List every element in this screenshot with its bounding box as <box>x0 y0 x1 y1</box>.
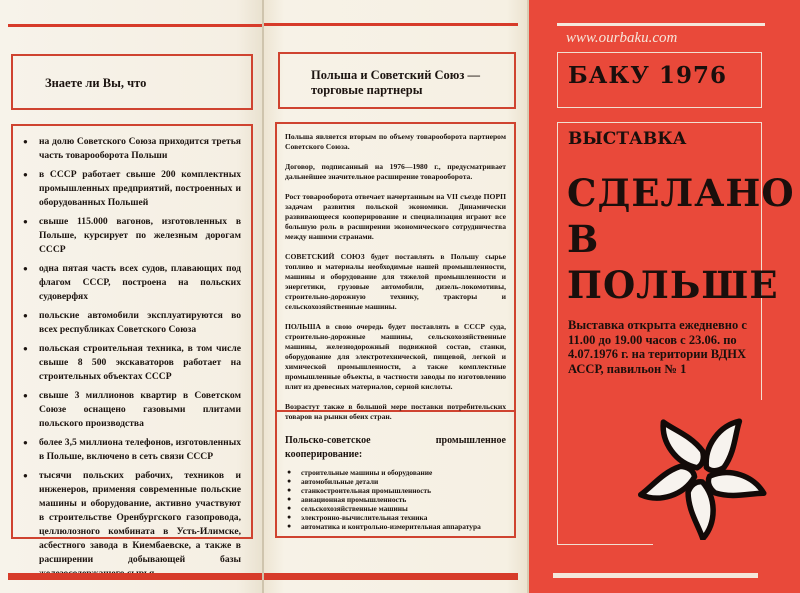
left-heading: Знаете ли Вы, что <box>45 76 147 90</box>
cooperation-item: ● станкостроительная промышленность <box>285 486 506 495</box>
headline-line: СДЕЛАНО <box>567 171 795 215</box>
middle-heading: Польша и Советский Союз — торговые партнеры <box>311 68 481 97</box>
cooperation-item: ● строительные машины и оборудование <box>285 468 506 477</box>
cooperation-item: ● автоматика и контрольно-измерительная аппаратура <box>285 522 506 531</box>
bottom-red-rule <box>8 573 263 580</box>
pinwheel-blade <box>653 422 710 469</box>
cover-kicker: ВЫСТАВКА <box>568 129 687 149</box>
bottom-red-rule <box>263 573 518 580</box>
cooperation-item: ● сельскохозяйственные машины <box>285 504 506 513</box>
cover-bottom-rule <box>553 573 758 578</box>
cooperation-box <box>275 410 516 538</box>
exhibition-info: Выставка открыта ежедневно с 11.00 до 19.00 часов с 23.06. по 4.07.1976 г. на територии ВДНХ АССР, павильон № 1 <box>568 318 747 376</box>
middle-panel <box>263 0 528 593</box>
trade-paragraph: СОВЕТСКИЙ СОЮЗ будет поставлять в Польшу сырье топливо и материалы необходимые нашей промышленности, машины и оборудование для тяжелой промышленности и энергетики, грузовые автомобили, дизель-локомотивы, строительно-дорожную технику, тракторы и сельскохозяйственные машины. <box>285 252 506 311</box>
top-red-rule <box>8 24 263 27</box>
pinwheel-blade <box>706 421 739 471</box>
cooperation-item: ● автомобильные детали <box>285 477 506 486</box>
top-red-rule <box>263 23 518 26</box>
facts-list <box>21 135 241 581</box>
cooperation-item: ● авиационная промышленность <box>285 495 506 504</box>
left-panel <box>0 0 263 593</box>
trade-paragraph: ПОЛЬША в свою очередь будет поставлять в СССР суда, строительно-дорожные машины, сельскохозяйственные машины, железнодорожный подвижной состав, станки, оборудование для электротехнической, пищевой, легкой и химической промышленности, а также комплектные промышленные объекты, в частности заводы по изготовлению плит из древесных материалов, серной кислоты. <box>285 322 506 391</box>
cover-top-rule <box>557 23 765 26</box>
fact-item: ● свыше 3 миллионов квартир в Советском Союзе оснащено газовыми плитами польского производства <box>21 389 241 431</box>
cooperation-list <box>285 468 506 531</box>
fact-item: ● на долю Советского Союза приходится третья часть товарооборота Польши <box>21 135 241 163</box>
trade-paragraph: Польша является вторым по объему товарооборота партнером Советского Союза. <box>285 132 506 151</box>
fact-item: ● тысячи польских рабочих, техников и инженеров, применяя современные польские машины и оборудование, активно участвуют в строительстве Оренбургского газопровода, целлюлозного комбината в Усть-Илимске, асбестного завода в Киембаевске, а также в расширении добывающей базы <box>21 469 241 581</box>
trade-paragraph: Договор, подписанный на 1976—1980 г., предусматривает дальнейшее значительное расширение товарооборота. <box>285 162 506 181</box>
trade-paragraph: Рост товарооборота отвечает начертанным на VII съезде ПОРП задачам развития польской экономики. Динамически развивающееся кооперирование и специализация играют все большую роль в расширении экономического сотрудничества между нашими странами. <box>285 192 506 241</box>
fact-item: ● свыше 115.000 вагонов, изготовленных в Польше, курсирует по железным дорогам СССР <box>21 215 241 257</box>
trade-paragraph: Возрастут также в большой мере поставки потребительских товаров на рынки обеих стран. <box>285 402 506 421</box>
pinwheel-logo-icon <box>636 408 768 540</box>
facts-box <box>11 124 253 565</box>
cooperation-item: ● электронно-вычислительная техника <box>285 513 506 522</box>
heading-box <box>11 54 253 110</box>
cover-headline <box>567 170 795 308</box>
fact-item: ● в СССР работает свыше 200 комплектных промышленных предприятий, построенных и оборудованных Польшей <box>21 168 241 210</box>
fact-item: ● более 3,5 миллиона телефонов, изготовленных в Польше, включено в сеть связи СССР <box>21 436 241 464</box>
fact-item: ● польские автомобили эксплуатируются во всех республиках Советского Союза <box>21 309 241 337</box>
trade-text-box <box>275 122 516 421</box>
heading-box <box>278 52 516 109</box>
headline-line: В <box>567 217 600 261</box>
watermark-url: www.ourbaku.com <box>566 30 678 46</box>
cooperation-title: Польско-советское промышленное кооперирование: <box>285 435 506 460</box>
headline-line: ПОЛЬШЕ <box>567 263 779 307</box>
fact-item: ● одна пятая часть всех судов, плавающих под флагом СССР, построена на польских судоверфях <box>21 262 241 304</box>
fold-line <box>262 0 264 593</box>
cover-title: БАКУ 1976 <box>568 62 727 89</box>
fold-line <box>527 0 529 593</box>
fact-item: ● польская строительная техника, в том числе свыше 8 500 экскаваторов работает на строительных объектах СССР <box>21 342 241 384</box>
